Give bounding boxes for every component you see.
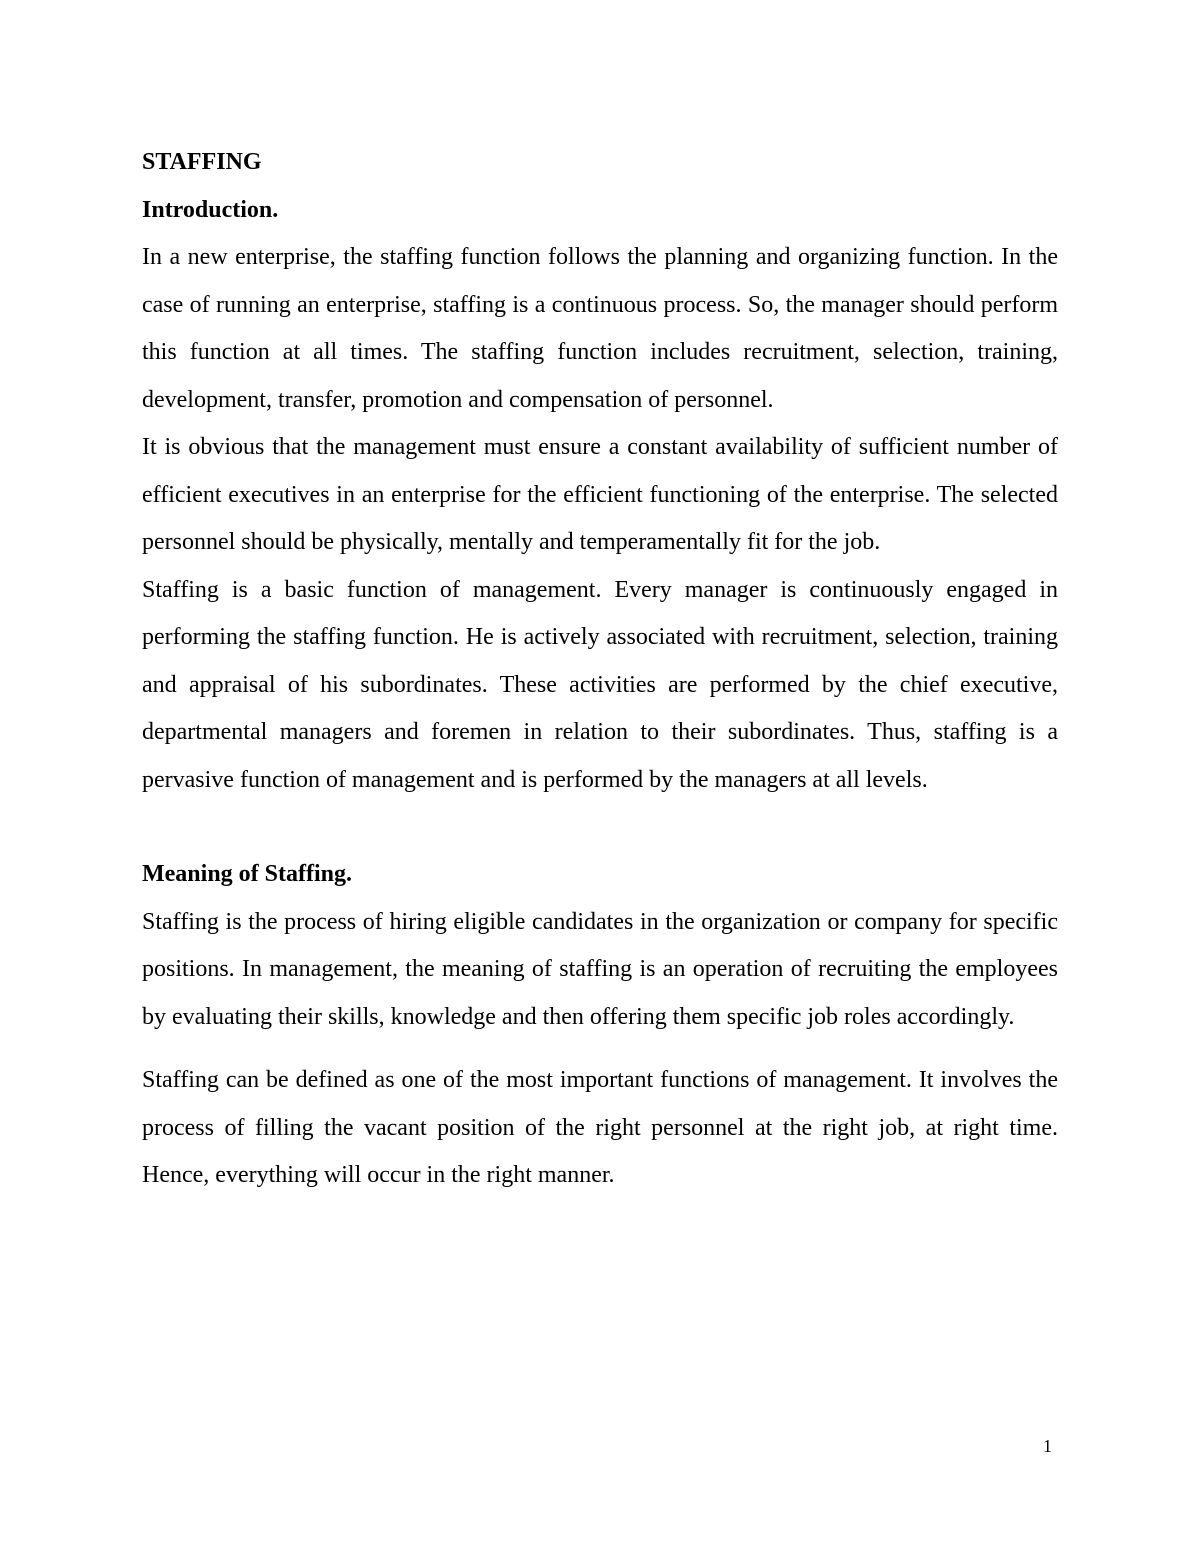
paragraph-spacer (142, 1041, 1058, 1057)
meaning-heading: Meaning of Staffing. (142, 861, 352, 887)
meaning-paragraph-1: Staffing is the process of hiring eligible candidates in the organization or company for specific positions. In management, the meaning of staffing is an operation of recruiting the employees by evaluating their skills, knowledge and then offering them specific job roles accordingly. (142, 908, 1058, 1030)
introduction-heading: Introduction. (142, 196, 279, 223)
introduction-paragraph-1: In a new enterprise, the staffing function follows the planning and organizing function. In the case of running an enterprise, staffing is a continuous process. So, the manager should perform this function at all times. The staffing function includes recruitment, selection, training, development, transfer, promotion and compensation of personnel. (142, 244, 1058, 413)
document-title: STAFFING (142, 149, 262, 175)
introduction-paragraph-3: Staffing is a basic function of management. Every manager is continuously engaged in performing the staffing function. He is actively associated with recruitment, selection, training and appraisal of his subordinates. These activities are performed by the chief executive, departmental managers and foremen in relation to their subordinates. Thus, staffing is a pervasive function of management and is performed by the managers at all levels. (142, 576, 1058, 793)
meaning-paragraph-2: Staffing can be defined as one of the most important functions of management. It involves the process of filling the vacant position of the right personnel at the right job, at right time. Hence, everything will occur in the right manner. (142, 1067, 1058, 1188)
section-spacer (142, 804, 1058, 851)
page-content (142, 139, 1058, 1200)
introduction-paragraph-2: It is obvious that the management must ensure a constant availability of sufficient number of efficient executives in an enterprise for the efficient functioning of the enterprise. The selected personnel should be physically, mentally and temperamentally fit for the job. (142, 434, 1058, 555)
page-number: 1 (1043, 1436, 1052, 1456)
